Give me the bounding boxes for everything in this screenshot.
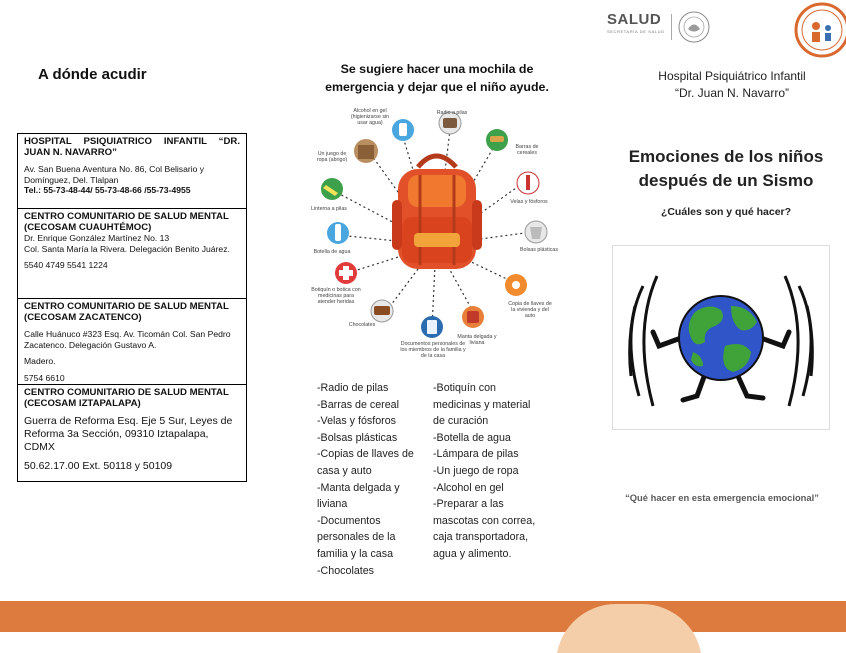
emotional-emergency-quote: “Qué hacer en esta emergencia emocional” xyxy=(625,492,819,503)
list-item: personales de la xyxy=(317,531,396,544)
label-radio: Radio a pilas xyxy=(436,110,468,116)
hospital-logo-icon xyxy=(792,0,846,64)
contact-address-line: Calle Huánuco #323 Esq. Av. Ticomán Col. San Pedro Zacatenco. Delegación Gustavo A. xyxy=(24,329,231,350)
label-barras: Barras de cereales xyxy=(515,144,539,156)
list-item: -Manta delgada y xyxy=(317,481,400,494)
hospital-name-line: “Dr. Juan N. Navarro” xyxy=(674,86,790,100)
contacts-table xyxy=(17,133,247,482)
brochure-title xyxy=(610,145,842,192)
contact-name: CENTRO COMUNITARIO DE SALUD MENTAL (CECOSAM ZACATENCO) xyxy=(24,301,229,323)
list-item: -Preparar a las xyxy=(433,498,504,511)
contact-phone: 5540 4749 5541 1224 xyxy=(24,260,108,270)
list-item: agua y alimento. xyxy=(433,547,512,560)
emergency-backpack-infographic xyxy=(310,105,562,370)
brochure-subtitle: ¿Cuáles son y qué hacer? xyxy=(660,206,792,218)
contact-name: CENTRO COMUNITARIO DE SALUD MENTAL (CECOSAM CUAUHTÉMOC) xyxy=(24,211,229,233)
salud-logo-text: SALUD xyxy=(607,11,662,28)
salud-logo xyxy=(607,11,665,34)
list-item: caja transportadora, xyxy=(433,531,529,544)
supplies-list-right xyxy=(433,380,535,563)
label-chocolates: Chocolates xyxy=(348,322,376,328)
contact-cecosam-cuauhtemoc xyxy=(18,209,246,299)
list-item: -Bolsas plásticas xyxy=(317,431,398,444)
shaking-earth-illustration xyxy=(612,245,830,430)
contact-cecosam-zacatenco xyxy=(18,299,246,385)
earth-character-icon xyxy=(613,246,829,429)
list-item: -Alcohol en gel xyxy=(433,481,504,494)
list-item: -Barras de cereal xyxy=(317,398,399,411)
contact-address: Av. San Buena Aventura No. 86, Col Belisario y Domínguez, Del. Tlalpan xyxy=(24,164,205,185)
label-alcohol: Alcohol en gel (higienizarse sin usar agua) xyxy=(350,108,390,126)
list-item: -Botella de agua xyxy=(433,431,511,444)
list-item: -Botiquín con xyxy=(433,382,496,394)
contact-phone: Tel.: 55-73-48-44/ 55-73-48-66 /55-73-4955 xyxy=(24,185,191,195)
label-manta: Manta delgada y liviana xyxy=(457,334,497,346)
contact-address: Guerra de Reforma Esq. Eje 5 Sur, Leyes de Reforma 3a Sección, 09310 Iztapalapa, CDMX xyxy=(24,415,233,453)
list-item: -Copias de llaves de xyxy=(317,448,414,461)
contact-address-line: Madero. xyxy=(24,356,56,366)
contact-phone: 50.62.17.00 Ext. 50118 y 50109 xyxy=(24,460,173,472)
list-item: de curación xyxy=(433,415,489,428)
label-bolsas: Bolsas plásticas xyxy=(520,247,558,253)
contact-phone: 5754 6610 xyxy=(24,372,65,383)
mexico-seal-icon xyxy=(677,10,711,44)
contact-address-line: Dr. Enrique González Martínez No. 13 xyxy=(24,233,170,243)
list-item: -Radio de pilas xyxy=(317,382,389,394)
contact-address-line: Col. Santa María la Rivera. Delegación Benito Juárez. xyxy=(24,243,230,254)
list-item: mascotas con correa, xyxy=(433,514,536,527)
label-documentos: Documentos personales de los miembros de la familia y de la casa xyxy=(400,341,466,359)
hospital-name-line: Hospital Psiquiátrico Infantil xyxy=(658,69,806,83)
logo-separator xyxy=(671,14,672,40)
contact-name: CENTRO COMUNITARIO DE SALUD MENTAL (CECOSAM IZTAPALAPA) xyxy=(24,387,229,409)
label-botella: Botella de agua xyxy=(313,249,351,255)
list-item: -Documentos xyxy=(317,514,381,527)
contact-name: HOSPITAL PSIQUIATRICO INFANTIL “DR. JUAN N. NAVARRO” xyxy=(24,136,240,158)
footer-band xyxy=(0,601,846,632)
hospital-name xyxy=(636,68,828,102)
brochure-title-line: Emociones de los niños xyxy=(628,147,824,166)
supplies-list-left xyxy=(317,380,414,579)
backpack-icon xyxy=(392,156,482,269)
list-item: medicinas y material xyxy=(433,398,531,411)
contact-cecosam-iztapalapa xyxy=(18,385,246,482)
label-linterna: Linterna a pilas xyxy=(311,206,347,212)
label-botiquin: Botiquín o botica con medicinas para atender heridas xyxy=(311,287,361,305)
list-item: casa y auto xyxy=(317,464,372,477)
salud-logo-subtext: SECRETARÍA DE SALUD xyxy=(607,29,665,34)
list-item: -Velas y fósforos xyxy=(317,415,397,428)
contact-hospital xyxy=(18,134,246,209)
brochure-title-line: después de un Sismo xyxy=(638,170,814,190)
label-llaves: Copia de llaves de la vivienda y del auto xyxy=(508,301,552,319)
label-velas: Velas y fósforos xyxy=(510,199,548,205)
emergency-backpack-title: Se sugiere hacer una mochila de emergencia y dejar que el niño ayude. xyxy=(325,62,549,94)
list-item: -Un juego de ropa xyxy=(433,464,519,477)
list-item: familia y la casa xyxy=(317,547,394,560)
list-item: liviana xyxy=(317,498,348,511)
label-ropa: Un juego de ropa (abrigo) xyxy=(316,151,348,163)
list-item: -Chocolates xyxy=(317,564,375,577)
section-title-where-to-go: A dónde acudir xyxy=(38,66,147,83)
list-item: -Lámpara de pilas xyxy=(433,448,519,461)
